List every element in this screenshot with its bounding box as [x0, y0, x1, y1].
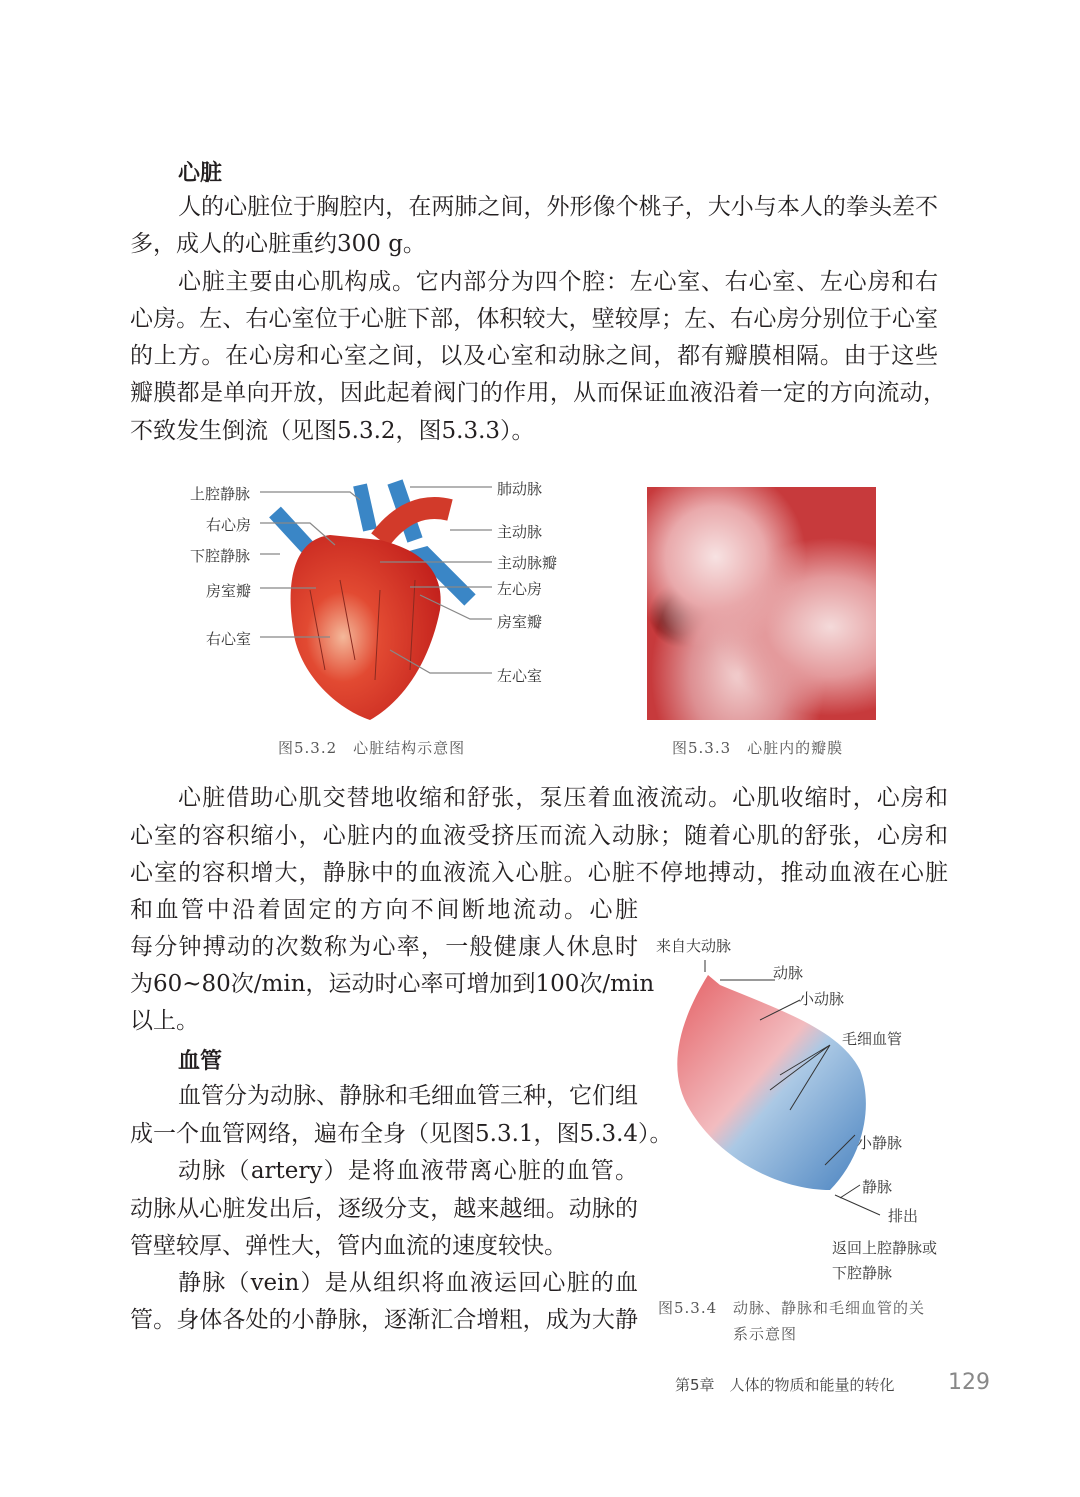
paragraph-line: 心室的容积缩小，心脏内的血液受挤压而流入动脉；随着心肌的舒张，心房和 — [130, 823, 948, 849]
figure-caption: 系示意图 — [733, 1325, 798, 1343]
paragraph-line: 不致发生倒流（见图5.3.2，图5.3.3）。 — [130, 418, 535, 444]
paragraph-line: 瓣膜都是单向开放，因此起着阀门的作用，从而保证血液沿着一定的方向流动， — [130, 380, 946, 406]
paragraph-line: 为60~80次/min，运动时心率可增加到100次/min — [130, 971, 655, 997]
heart-label: 房室瓣 — [206, 582, 252, 600]
paragraph-line: 多，成人的心脏重约300 g。 — [130, 231, 426, 257]
paragraph-line: 成一个血管网络，遍布全身（见图5.3.1，图5.3.4）。 — [130, 1121, 673, 1147]
paragraph-line: 心脏借助心肌交替地收缩和舒张，泵压着血液流动。心肌收缩时，心房和 — [178, 785, 948, 811]
vessel-label: 毛细血管 — [842, 1030, 903, 1048]
heart-label: 房室瓣 — [497, 613, 543, 631]
paragraph-line: 管。身体各处的小静脉，逐渐汇合增粗，成为大静 — [130, 1307, 638, 1333]
paragraph-line: 血管分为动脉、静脉和毛细血管三种，它们组 — [178, 1083, 638, 1109]
paragraph-line: 人的心脏位于胸腔内，在两肺之间，外形像个桃子，大小与本人的拳头差不 — [178, 194, 938, 220]
paragraph-line: 心房。左、右心室位于心脏下部，体积较大，壁较厚；左、右心房分别位于心室 — [130, 306, 938, 332]
figure-caption: 图5.3.3 心脏内的瓣膜 — [672, 739, 844, 757]
paragraph-line: 和血管中沿着固定的方向不间断地流动。心脏 — [130, 897, 638, 923]
heart-label: 右心房 — [206, 516, 252, 534]
paragraph-line: 心室的容积增大，静脉中的血液流入心脏。心脏不停地搏动，推动血液在心脏 — [130, 860, 948, 886]
heart-label: 肺动脉 — [497, 480, 543, 498]
vessel-label: 排出 — [888, 1207, 919, 1225]
paragraph-line: 管壁较厚、弹性大，管内血流的速度较快。 — [130, 1233, 567, 1259]
paragraph-line: 静脉（vein）是从组织将血液运回心脏的血 — [178, 1270, 638, 1296]
vessel-label: 静脉 — [862, 1178, 893, 1196]
paragraph-line: 心脏主要由心肌构成。它内部分为四个腔：左心室、右心室、左心房和右 — [178, 269, 938, 295]
heart-label: 左心房 — [497, 580, 543, 598]
section-heading-vessels: 血管 — [178, 1049, 223, 1074]
paragraph-line: 动脉从心脏发出后，逐级分支，越来越细。动脉的 — [130, 1196, 638, 1222]
heart-label: 左心室 — [497, 667, 543, 685]
paragraph-line: 每分钟搏动的次数称为心率，一般健康人休息时 — [130, 934, 638, 960]
heart-label: 下腔静脉 — [190, 547, 251, 565]
paragraph-line: 以上。 — [130, 1008, 199, 1034]
figure-caption: 图5.3.2 心脏结构示意图 — [278, 739, 466, 757]
paragraph-line: 的上方。在心房和心室之间，以及心室和动脉之间，都有瓣膜相隔。由于这些 — [130, 343, 938, 369]
vessel-label: 来自大动脉 — [656, 937, 732, 955]
vessel-label: 动脉 — [773, 964, 804, 982]
page-number: 129 — [948, 1370, 990, 1395]
section-heading-heart: 心脏 — [178, 161, 223, 186]
vessel-label: 小静脉 — [857, 1134, 903, 1152]
heart-label: 右心室 — [206, 630, 252, 648]
heart-label: 主动脉瓣 — [497, 554, 558, 572]
chapter-footer: 第5章 人体的物质和能量的转化 — [675, 1376, 895, 1394]
heart-label: 上腔静脉 — [190, 485, 251, 503]
vessel-label: 下腔静脉 — [832, 1264, 893, 1282]
valve-photo — [647, 487, 876, 720]
figure-caption-number: 图5.3.4 — [658, 1299, 718, 1317]
figure-caption: 动脉、静脉和毛细血管的关 — [733, 1299, 926, 1317]
heart-label: 主动脉 — [497, 523, 543, 541]
paragraph-line: 动脉（artery）是将血液带离心脏的血管。 — [178, 1158, 638, 1184]
vessel-label: 返回上腔静脉或 — [832, 1239, 938, 1257]
vessel-label: 小动脉 — [799, 990, 845, 1008]
